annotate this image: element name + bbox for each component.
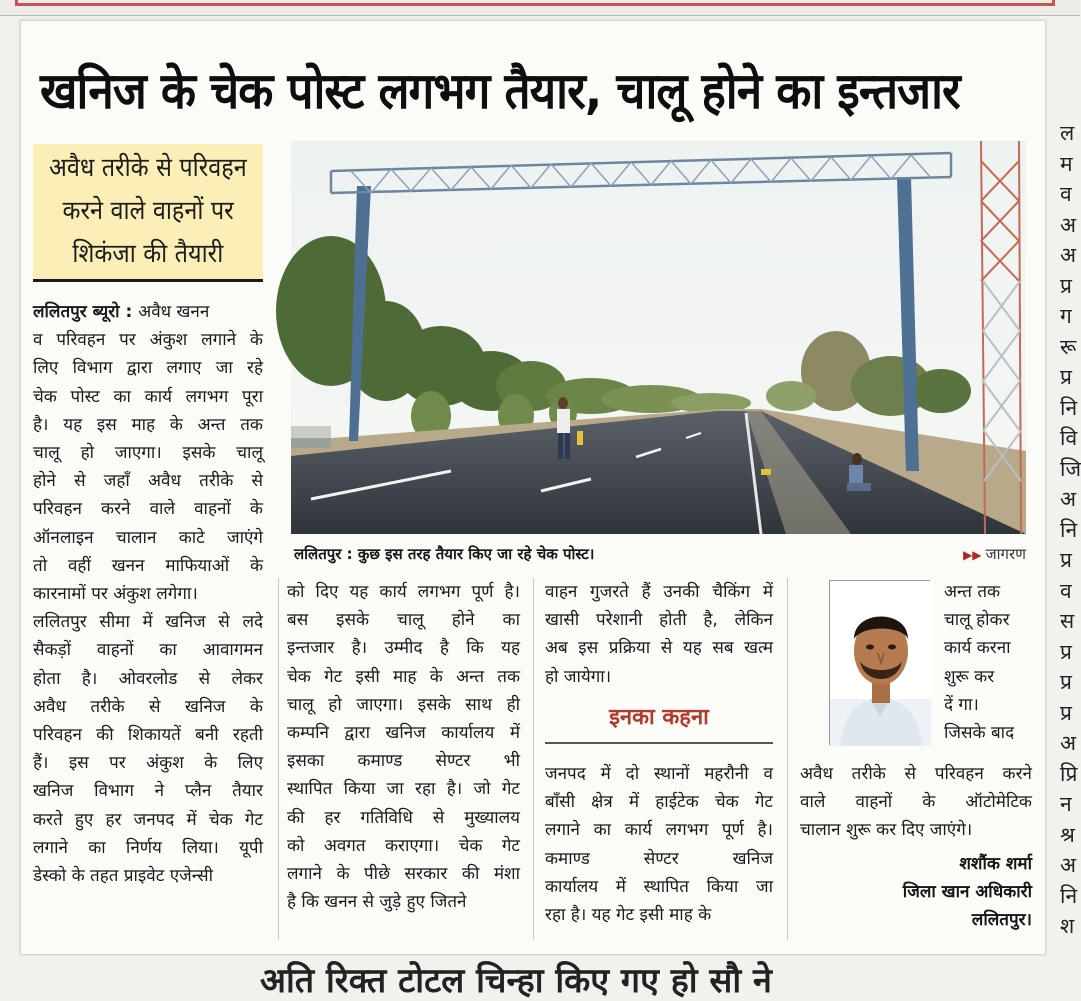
article-line: बस इसके चालू होने का	[287, 610, 520, 631]
article-line	[33, 383, 263, 411]
article-text: खनिज विभाग ने प्लैन तैयार	[33, 781, 263, 802]
article-line	[33, 580, 263, 608]
article-column-4-bottom	[800, 760, 1032, 845]
article-line	[33, 665, 263, 693]
headline: खनिज के चेक पोस्ट लगभग तैयार, चालू होने का इन्तजार	[40, 62, 960, 120]
adjacent-article-edge	[1060, 118, 1080, 978]
article-line: लगाने का कार्य लगभग पूर्ण है।	[545, 820, 773, 841]
column-divider	[787, 578, 788, 940]
caption-text: कुछ इस तरह तैयार किए जा रहे चेक पोस्ट।	[357, 545, 595, 563]
article-column-4-top	[944, 578, 1032, 747]
article-line: इन्तजार है। उम्मीद है कि यह	[287, 638, 520, 659]
article-line: की हर गतिविधि से मुख्यालय	[287, 807, 520, 828]
column-divider	[533, 578, 534, 940]
article-column-2	[287, 578, 520, 916]
article-text: डेस्को के तहत प्राइवेट एजेन्सी	[33, 866, 214, 887]
article-line	[33, 636, 263, 664]
edge-char: अ	[1060, 731, 1077, 755]
article-line: खासी परेशानी होती है, लेकिन	[545, 610, 773, 631]
article-line	[33, 806, 263, 834]
article-text: परिवहन की शिकायतें बनी रहती	[33, 725, 263, 746]
edge-char: वि	[1060, 426, 1078, 450]
article-line	[33, 495, 263, 523]
article-line: कम्पनि द्वारा खनिज कार्यालय में	[287, 723, 520, 744]
edge-char: प्र	[1060, 365, 1072, 389]
article-line	[33, 608, 263, 636]
official-place: ललितपुर।	[971, 910, 1032, 930]
edge-char: ल	[1060, 121, 1075, 145]
quote-subhead: इनका कहना	[545, 700, 773, 744]
article-text: कारनामों पर अंकुश लगेगा।	[33, 584, 198, 605]
signature-block	[800, 850, 1032, 934]
article-line: हो जायेगा।	[545, 666, 612, 687]
edge-char: श्र	[1060, 822, 1075, 847]
edge-char: अ	[1060, 212, 1077, 237]
article-line: अवैध तरीके से परिवहन करने	[800, 764, 1032, 784]
edge-char: रू	[1060, 334, 1077, 359]
edge-char: नि	[1060, 517, 1078, 542]
next-headline-text: अति रिक्त टोटल चिन्हा किए गए हो सौ ने	[260, 961, 772, 1001]
caption-place: ललितपुर :	[294, 545, 353, 563]
double-arrow-icon: ▶▶	[963, 548, 982, 562]
check-post-photo	[291, 141, 1026, 534]
article-line	[33, 862, 263, 890]
edge-char: म	[1060, 151, 1073, 176]
credit-text: जागरण	[985, 545, 1026, 563]
article-text: चालू हो जाएगा। इसके चालू	[33, 443, 263, 464]
article-text: सैकड़ों वाहनों का आवागमन	[33, 640, 263, 661]
deck-box	[33, 144, 263, 282]
article-line: है कि खनन से जुड़े हुए जितने	[287, 892, 467, 913]
article-line	[33, 298, 263, 326]
article-line: इसका कमाण्ड सेण्टर भी	[287, 751, 520, 772]
article-line: स्थापित किया जा रहा है। जो गेट	[287, 779, 520, 800]
article-column-3-bottom	[545, 760, 773, 929]
article-text: करते हुए हर जनपद में चेक गेट	[33, 809, 263, 830]
article-line: अन्त तक	[944, 582, 1001, 602]
article-line	[33, 326, 263, 354]
article-line	[33, 749, 263, 777]
deck-line: करने वाले वाहनों पर	[62, 196, 234, 226]
article-line: वाहन गुजरते हैं उनकी चैकिंग में	[545, 582, 773, 602]
edge-char: ग	[1060, 304, 1072, 328]
article-line	[33, 834, 263, 862]
official-title: जिला खान अधिकारी	[902, 882, 1032, 902]
article-text: ललितपुर सीमा में खनिज से लदे	[33, 612, 263, 633]
edge-char: स	[1060, 609, 1075, 633]
article-column-3-top	[545, 578, 773, 691]
edge-char: प्र	[1060, 700, 1072, 725]
article-text: अवैध खनन	[138, 302, 210, 322]
article-column-1	[33, 298, 263, 890]
byline: ललितपुर ब्यूरो :	[33, 302, 139, 322]
article-line: दें गा।	[944, 694, 979, 715]
article-line: शुरू कर	[944, 666, 995, 687]
article-line: कार्यालय में स्थापित किया जा	[545, 876, 773, 897]
article-line: बाँसी क्षेत्र में हाईटेक चेक गेट	[545, 792, 773, 813]
article-line: कमाण्ड सेण्टर खनिज	[545, 848, 773, 869]
previous-article-edge	[0, 0, 1080, 16]
article-line: रहा है। यह गेट इसी माह के	[545, 905, 712, 926]
article-line: को दिए यह कार्य लगभग पूर्ण है।	[287, 582, 520, 602]
article-line: कार्य करना	[944, 638, 1011, 659]
edge-char: अ	[1060, 487, 1077, 511]
article-line	[33, 693, 263, 721]
official-portrait	[829, 580, 930, 745]
article-line: वाले वाहनों के ऑटोमेटिक	[800, 792, 1032, 813]
article-line: जनपद में दो स्थानों महरौनी व	[545, 764, 773, 784]
official-name: शशौंक शर्मा	[959, 854, 1032, 874]
article-text: अवैध तरीके से खनिज के	[33, 696, 263, 717]
article-line: जिसके बाद	[944, 723, 1015, 744]
article-line: चालू हो जाएगा। इसके साथ ही	[287, 694, 520, 715]
edge-char: प्रि	[1060, 761, 1078, 786]
edge-char: व	[1060, 182, 1072, 206]
article-text: लिए विभाग द्वारा लगाए जा रहे	[33, 358, 263, 379]
edge-char: न	[1060, 792, 1072, 816]
edge-char: प्र	[1060, 670, 1072, 694]
article-line: को अवगत कराएगा। चेक गेट	[287, 835, 520, 856]
article-text: होने से जहाँ अवैध तरीके से	[33, 471, 263, 492]
article-text: ऑनलाइन चालान काटे जाएंगे	[33, 527, 263, 548]
article-text: है। यह इस माह के अन्त तक	[33, 414, 263, 435]
article-line	[33, 439, 263, 467]
next-headline-cut	[260, 961, 1020, 1001]
article-text: होता है। ओवरलोड से लेकर	[33, 668, 263, 689]
article-line: चालान शुरू कर दिए जाएंगे।	[800, 820, 973, 841]
edge-char: नि	[1060, 883, 1078, 908]
red-border-line	[15, 0, 1055, 6]
deck-line: शिकंजा की तैयारी	[72, 239, 224, 269]
article-text: हैं। इस पर अंकुश के लिए	[33, 753, 263, 774]
article-line: अब इस प्रक्रिया से यह सब खत्म	[545, 638, 773, 659]
edge-char: प्र	[1060, 273, 1072, 298]
photo-credit	[963, 541, 1026, 568]
edge-char: प्र	[1060, 639, 1072, 664]
article-text: व परिवहन पर अंकुश लगाने के	[33, 330, 263, 351]
article-line	[33, 524, 263, 552]
article-line	[33, 552, 263, 580]
article-text: चेक पोस्ट का कार्य लगभग पूरा	[33, 386, 263, 407]
edge-char: प्र	[1060, 548, 1072, 572]
edge-char: अ	[1060, 243, 1077, 267]
article-line	[33, 467, 263, 495]
edge-char: व	[1060, 578, 1072, 603]
article-text: तो वहीं खनन माफियाओं के	[33, 555, 263, 576]
edge-char: नि	[1060, 395, 1078, 420]
edge-char: श	[1060, 914, 1075, 938]
deck-line: अवैध तरीके से परिवहन	[49, 153, 247, 183]
article-text: परिवहन करने वाले वाहनों के	[33, 499, 263, 520]
photo-caption	[294, 541, 1026, 567]
article-line	[33, 411, 263, 439]
edge-char: जि	[1060, 456, 1081, 481]
article-text: लगाने का निर्णय लिया। यूपी	[33, 837, 263, 858]
article-line	[33, 721, 263, 749]
article-line: चालू होकर	[944, 610, 1010, 631]
column-divider	[278, 578, 279, 940]
article-line: चेक गेट इसी माह के अन्त तक	[287, 666, 520, 687]
article-line: लगाने के पीछे सरकार की मंशा	[287, 864, 520, 885]
edge-char: अ	[1060, 853, 1077, 877]
article-line	[33, 777, 263, 805]
article-line	[33, 354, 263, 382]
